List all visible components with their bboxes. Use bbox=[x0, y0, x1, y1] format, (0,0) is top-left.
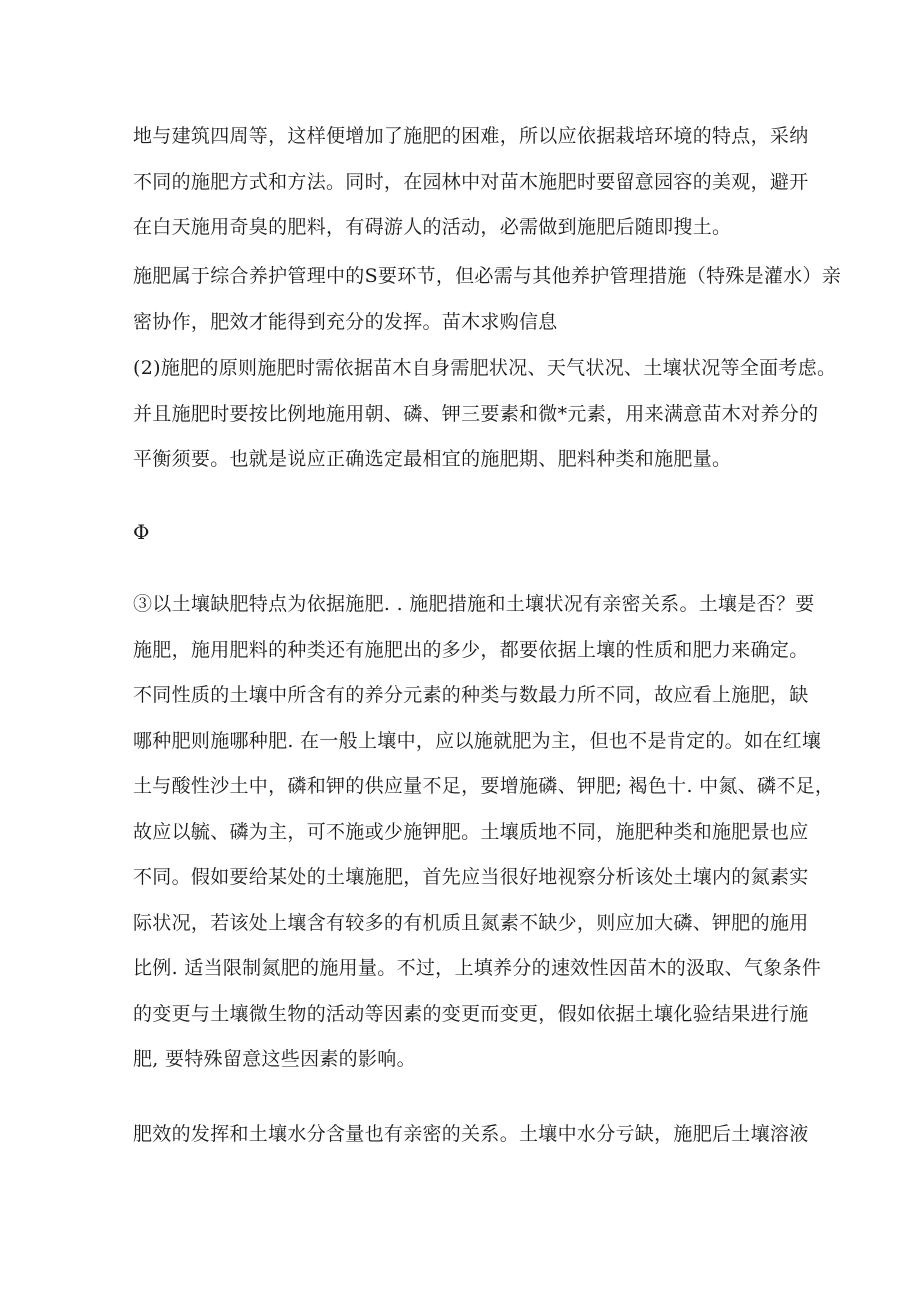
paragraph-2 bbox=[133, 254, 842, 345]
text-line: 土与酸性沙土中，磷和钾的供应量不足，要增施磷、钾肥; 褐色十. 中氮、磷不足， bbox=[133, 775, 835, 797]
paragraph-5 bbox=[133, 1112, 809, 1158]
phi-symbol: Φ bbox=[133, 520, 150, 544]
text-line: 比例. 适当限制氮肥的施用量。不过，上填养分的速效性因苗木的汲取、气象条件 bbox=[133, 957, 822, 979]
text-line: 地与建筑四周等，这样便增加了施肥的困难，所以应依据栽培环境的特点，采纳 bbox=[133, 125, 809, 147]
text-line: (2)施肥的原则施肥时需依据苗木自身需肥状况、天气状况、土壤状况等全面考虑。 bbox=[133, 357, 837, 379]
text-line: 不同性质的土壤中所含有的养分元素的种类与数最力所不同，故应看上施肥，缺 bbox=[133, 684, 809, 706]
paragraph-3 bbox=[133, 346, 837, 483]
paragraph-4 bbox=[133, 582, 835, 1083]
text-line: 施肥，施用肥料的种类还有施肥出的多少，都要依据上壤的性质和肥力来确定。 bbox=[133, 638, 809, 661]
text-line: 不同。假如要给某处的土壤施肥，首先应当很好地视察分析该处土壤内的氮素实 bbox=[133, 866, 809, 888]
text-line: 平衡须要。也就是说应正确选定最相宜的施肥期、肥料种类和施肥量。 bbox=[133, 448, 732, 470]
text-line: 故应以毓、磷为主，可不施或少施钾肥。土壤质地不同，施肥种类和施肥景也应 bbox=[133, 820, 809, 843]
text-line: 的变更与土壤微生物的活动等因素的变更而变更，假如依据土壤化验结果进行施 bbox=[133, 1002, 809, 1025]
paragraph-1 bbox=[133, 114, 809, 251]
text-line: 肥效的发挥和土壤水分含量也有亲密的关系。土壤中水分亏缺，施肥后土壤溶液 bbox=[133, 1123, 809, 1145]
text-line: 在白天施用奇臭的肥料，有碍游人的活动，必需做到施肥后随即搜土。 bbox=[133, 216, 732, 238]
text-line: 并且施肥时要按比例地施用朝、磷、钾三要素和微*元素，用来满意苗木对养分的 bbox=[133, 402, 819, 425]
text-line: 不同的施肥方式和方法。同时，在园林中对苗木施肥时要留意园容的美观，避开 bbox=[133, 170, 809, 193]
text-line: 际状况，若该处上壤含有较多的有机质且氮素不缺少，则应加大磷、钾肥的施用 bbox=[133, 911, 809, 934]
text-line: 肥, 要特殊留意这些因素的影响。 bbox=[133, 1048, 416, 1070]
text-line: 哪种肥则施哪种肥. 在一般上壤中，应以施就肥为主，但也不是肯定的。如在红壤 bbox=[133, 729, 822, 752]
text-line: ③以土壤缺肥特点为依据施肥. . 施肥措施和土壤状况有亲密关系。土壤是否？要 bbox=[133, 593, 815, 615]
text-line: 施肥属于综合养护管理中的S要环节，但必需与其他养护管理措施（特殊是灌水）亲 bbox=[133, 265, 842, 287]
text-line: 密协作，肥效才能得到充分的发挥。苗木求购信息 bbox=[133, 310, 558, 333]
